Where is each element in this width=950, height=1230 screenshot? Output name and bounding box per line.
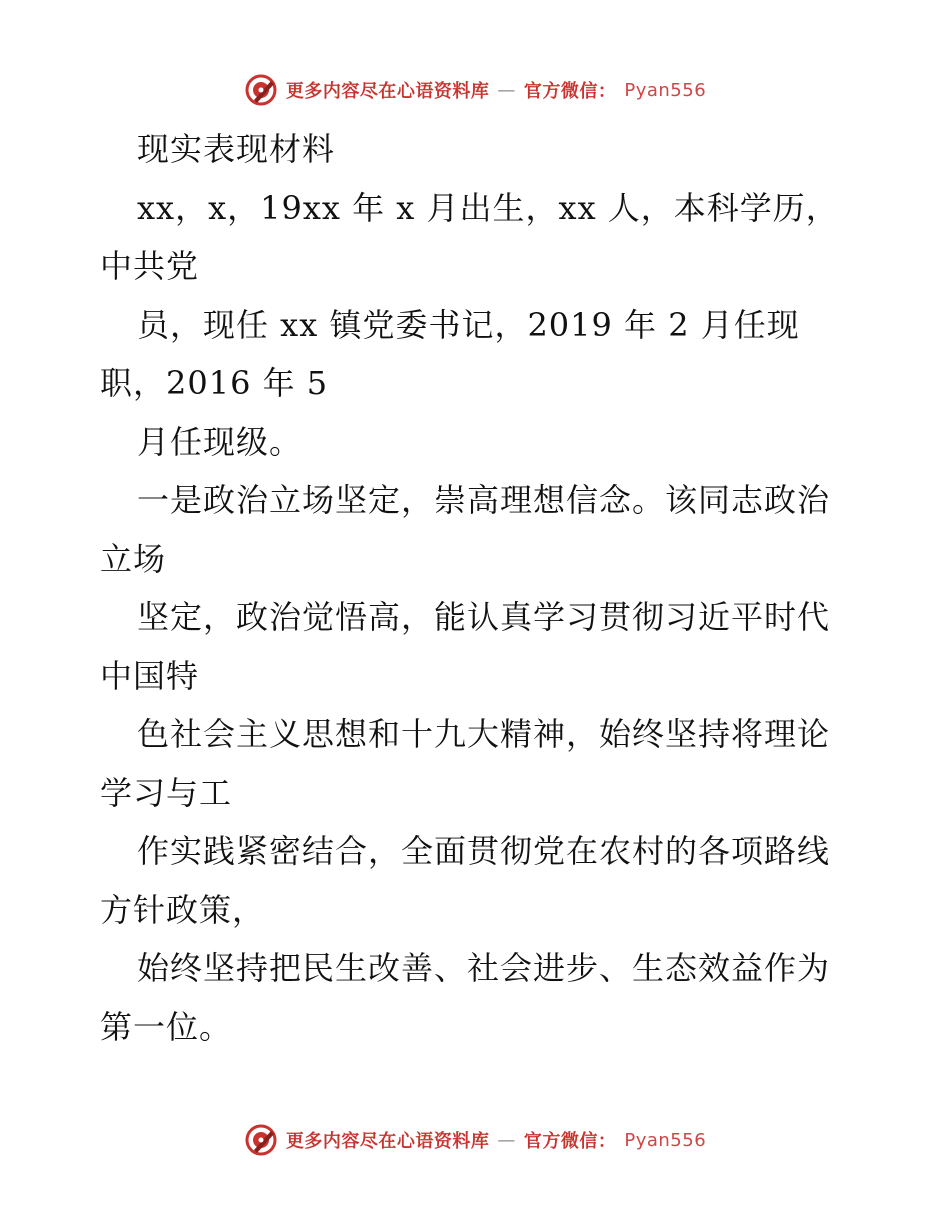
document-line: 始终坚持把民生改善、社会进步、生态效益作为: [137, 949, 831, 987]
document-line: 坚定，政治觉悟高，能认真学习贯彻习近平时代: [137, 598, 831, 636]
banner-wechat-id: Pyan556: [624, 1129, 707, 1151]
banner-dash: —: [497, 79, 516, 101]
document-line: 色社会主义思想和十九大精神，始终坚持将理论: [137, 715, 831, 753]
document-line: 立场: [100, 539, 167, 578]
document-line: xx，x，19xx 年 x 月出生，xx 人，本科学历，: [137, 188, 839, 227]
document-line: 中共党: [100, 247, 200, 285]
pen-nib-logo-icon: [244, 73, 278, 107]
banner-wechat-label: 官方微信：: [523, 1131, 617, 1152]
header-watermark-banner: [0, 70, 950, 110]
document-line: 方针政策，: [100, 890, 266, 929]
banner-wechat-id: Pyan556: [624, 79, 707, 101]
document-body: [100, 120, 860, 1056]
banner-main-text: 更多内容尽在心语资料库: [285, 1131, 490, 1152]
document-line: 职，2016 年 5: [100, 364, 329, 402]
document-line: 第一位。: [100, 1007, 233, 1046]
banner-wechat-label: 官方微信：: [523, 81, 617, 102]
banner-main-text: 更多内容尽在心语资料库: [285, 81, 490, 102]
pen-nib-logo-icon: [244, 1123, 278, 1157]
document-line: 一是政治立场坚定，崇高理想信念。该同志政治: [137, 481, 831, 519]
document-line: 中国特: [100, 656, 200, 695]
document-line: 员，现任 xx 镇党委书记，2019 年 2 月任现: [137, 305, 800, 344]
document-line: 作实践紧密结合，全面贯彻党在农村的各项路线: [137, 832, 831, 870]
banner-dash: —: [497, 1129, 516, 1151]
document-line: 学习与工: [100, 773, 233, 812]
footer-watermark-banner: [0, 1120, 950, 1160]
document-line: 现实表现材料: [137, 130, 336, 168]
document-line: 月任现级。: [137, 422, 303, 461]
